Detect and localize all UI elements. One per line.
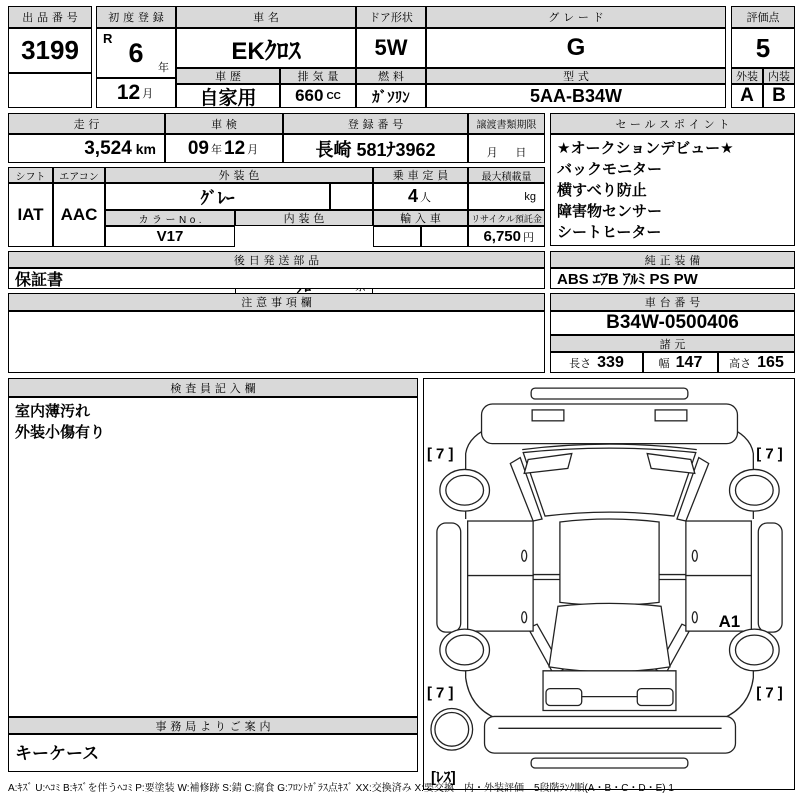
color-no-value: V17	[105, 226, 235, 247]
capacity-value-cell	[373, 183, 468, 210]
mileage-value-cell	[8, 134, 165, 163]
max-load-header: 最大積載量	[468, 167, 545, 183]
inspection-header: 車検	[165, 113, 283, 134]
inspection-month-unit: 月	[247, 143, 259, 156]
wheel-front-left-inner	[445, 475, 483, 505]
inspection-value-cell	[165, 134, 283, 163]
spec-width-cell	[643, 352, 718, 373]
tail-light-left	[546, 688, 582, 705]
spec-height-cell	[718, 352, 795, 373]
front-grille-right	[655, 409, 687, 420]
score-value: 5	[731, 28, 795, 68]
auction-number-empty-cell	[8, 73, 92, 108]
sales-point-item: 障害物センサー	[557, 203, 663, 220]
color-no-header: カラーNo.	[105, 210, 235, 226]
aircon-value: AAC	[53, 183, 105, 247]
shift-header: シフト	[8, 167, 53, 183]
interior-grade-header: 内装	[763, 68, 795, 84]
capacity-value: 4	[407, 186, 418, 206]
wheel-front-right-inner	[735, 475, 773, 505]
sales-points-list	[550, 134, 795, 246]
wheel-rear-left-inner	[445, 635, 483, 665]
model-code-header: 型式	[426, 68, 726, 84]
spec-length-value: 339	[597, 353, 624, 371]
grade-value: G	[426, 28, 726, 68]
inspection-year-unit: 年	[211, 143, 222, 156]
rear-window	[548, 603, 669, 671]
transfer-deadline-day-unit: 日	[515, 147, 527, 159]
front-grille-left	[532, 409, 564, 420]
year-unit: 年	[158, 62, 169, 74]
mileage-value: 3,524	[84, 137, 132, 159]
transfer-deadline-value-cell	[468, 134, 545, 163]
damage-mark-a1: A1	[718, 611, 740, 631]
exterior-color-value: ｸﾞﾚｰ	[105, 183, 330, 210]
mileage-header: 走行	[8, 113, 165, 134]
office-notice-value: キーケース	[8, 734, 418, 772]
notes-header: 注意事項欄	[8, 293, 545, 311]
car-history-value: 自家用	[176, 84, 280, 108]
auction-number-value: 3199	[8, 28, 92, 73]
capacity-unit: 人	[420, 191, 431, 204]
tail-light-right	[637, 688, 673, 705]
rear-lower-strip	[531, 758, 688, 768]
max-load-value-cell	[468, 183, 545, 210]
tire-depth-front-right-label: [ 7 ]	[755, 446, 783, 463]
interior-grade-value: B	[763, 84, 795, 108]
roof-panel	[559, 519, 658, 605]
exterior-grade-value: A	[731, 84, 763, 108]
inspector-note-item: 外装小傷有り	[15, 424, 106, 441]
inspection-month: 12	[224, 137, 246, 159]
score-header: 評価点	[731, 6, 795, 28]
inspector-notes-box	[8, 397, 418, 717]
first-registration-year-cell	[96, 28, 176, 78]
door-handle-rear-right	[692, 611, 697, 622]
transfer-deadline-header: 譲渡書類期限	[468, 113, 545, 134]
car-name-header: 車名	[176, 6, 356, 28]
recycle-deposit-value-cell	[468, 226, 545, 247]
fuel-header: 燃料	[356, 68, 426, 84]
capacity-header: 乗車定員	[373, 167, 468, 183]
auction-number-header: 出品番号	[8, 6, 92, 28]
inspector-note-item: 室内薄汚れ	[15, 403, 91, 420]
spec-height-value: 165	[757, 353, 784, 371]
first-registration-month: 12	[116, 81, 141, 104]
displacement-value-cell	[280, 84, 356, 108]
sales-point-item: シートヒーター	[557, 224, 662, 241]
mileage-unit: km	[135, 140, 156, 157]
front-upper-strip	[531, 388, 688, 399]
displacement-unit: CC	[326, 90, 341, 102]
tire-depth-rear-right-label: [ 7 ]	[755, 685, 783, 702]
door-handle-rear-left	[521, 611, 526, 622]
b-pillar-right	[659, 574, 686, 579]
door-handle-front-left	[521, 550, 526, 561]
first-registration-month-cell	[96, 78, 176, 108]
shift-value: IAT	[8, 183, 53, 247]
spec-length-cell	[550, 352, 643, 373]
specs-header: 諸元	[550, 335, 795, 352]
sales-points-header: セールスポイント	[550, 113, 795, 134]
spec-length-label: 長さ	[569, 357, 592, 370]
grade-header: グレード	[426, 6, 726, 28]
first-registration-year: 6	[128, 37, 144, 68]
sales-point-item: バックモニター	[557, 161, 663, 178]
month-unit: 月	[142, 88, 154, 100]
max-load-unit: kg	[524, 190, 536, 203]
model-code-value: 5AA-B34W	[426, 84, 726, 108]
fuel-value: ｶﾞｿﾘﾝ	[356, 84, 426, 108]
recycle-deposit-header: リサイクル預託金	[468, 210, 545, 226]
tire-depth-front-left-label: [ 7 ]	[426, 446, 453, 463]
inspection-year: 09	[187, 137, 209, 159]
rear-bumper	[484, 716, 735, 753]
era-code: R	[103, 31, 113, 46]
spec-width-value: 147	[675, 353, 703, 371]
exterior-grade-header: 外装	[731, 68, 763, 84]
displacement-value: 660	[295, 86, 324, 105]
notes-box	[8, 311, 545, 373]
chassis-number-value: B34W-0500406	[550, 311, 795, 335]
oem-equipment-value: ABS ｴｱB ｱﾙﾐ PS PW	[550, 268, 795, 289]
front-door-left	[467, 521, 532, 576]
transfer-deadline-month-unit: 月	[486, 147, 498, 159]
import-car-header: 輸入車	[373, 210, 468, 226]
car-history-header: 車歴	[176, 68, 280, 84]
recycle-deposit-unit: 円	[523, 231, 534, 244]
car-damage-diagram	[423, 378, 795, 790]
spec-height-label: 高さ	[729, 357, 752, 370]
recycle-deposit-value: 6,750	[483, 228, 521, 245]
b-pillar-left	[533, 574, 560, 579]
car-top-view	[425, 380, 794, 789]
inspector-notes-header: 検査員記入欄	[8, 378, 418, 397]
registration-number-value: 長崎 581ﾅ3962	[283, 134, 468, 163]
exterior-color-header: 外装色	[105, 167, 373, 183]
door-shape-header: ドア形状	[356, 6, 426, 28]
aircon-header: エアコン	[53, 167, 105, 183]
door-handle-front-right	[692, 550, 697, 561]
exterior-color-empty-cell	[330, 183, 373, 210]
door-edge-right	[758, 523, 782, 632]
spec-width-label: 幅	[658, 357, 670, 370]
car-name-value: EKｸﾛｽ	[176, 28, 356, 68]
door-edge-left	[436, 523, 460, 632]
damage-code-legend: A:ｷｽﾞ U:ﾍｺﾐ B:ｷｽﾞを伴うﾍｺﾐ P:要塗装 W:補修跡 S:錆 C:腐食 G:ﾌﾛﾝﾄｶﾞﾗｽ点ｷｽﾞ XX:交換済み X:要交換 内・外装評価 5段階ﾗﾝｸ順(A・B・C・D・E) 1	[8, 783, 674, 794]
displacement-header: 排気量	[280, 68, 356, 84]
spare-tire-inner	[434, 712, 468, 746]
tire-depth-rear-left-label: [ 7 ]	[426, 685, 453, 702]
import-car-empty-cell-2	[421, 226, 468, 247]
chassis-number-header: 車台番号	[550, 293, 795, 311]
spare-tire-less-label: [ﾚｽ]	[430, 769, 456, 786]
interior-color-header: 内装色	[235, 210, 373, 226]
registration-number-header: 登録番号	[283, 113, 468, 134]
front-door-right	[685, 521, 750, 576]
wheel-rear-right-inner	[735, 635, 773, 665]
later-parts-value: 保証書	[8, 268, 545, 289]
sales-point-item: ★オークションデビュー★	[557, 140, 734, 157]
later-parts-header: 後日発送部品	[8, 251, 545, 268]
door-shape-value: 5W	[356, 28, 426, 68]
first-registration-header: 初度登録	[96, 6, 176, 28]
sales-point-item: 横すべり防止	[557, 182, 647, 199]
oem-equipment-header: 純正装備	[550, 251, 795, 268]
import-car-empty-cell-1	[373, 226, 421, 247]
front-bumper	[481, 403, 737, 443]
office-notice-header: 事務局よりご案内	[8, 717, 418, 734]
